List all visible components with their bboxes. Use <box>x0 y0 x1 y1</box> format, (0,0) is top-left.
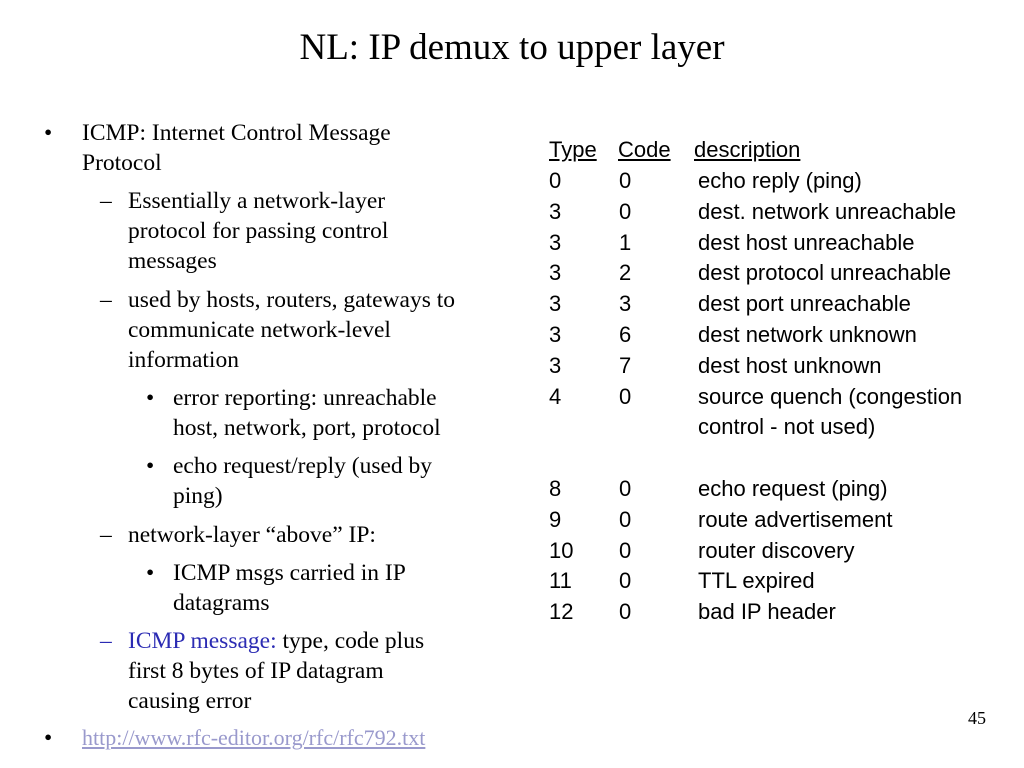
table-cell-type: 9 <box>549 507 562 532</box>
bullet-dash: – <box>100 287 112 313</box>
table-cell-code: 0 <box>619 199 632 224</box>
table-cell-description: dest protocol unreachable <box>698 260 952 285</box>
subsub-error-line2: host, network, port, protocol <box>173 415 441 441</box>
table-cell-code: 0 <box>619 476 632 501</box>
table-cell-description: route advertisement <box>698 507 893 532</box>
sub-above-ip: network-layer “above” IP: <box>128 522 376 548</box>
bullet-dot: • <box>44 120 53 146</box>
icmp-message-label: ICMP message: <box>128 628 277 654</box>
table-cell-description: source quench (congestion <box>698 384 963 409</box>
table-cell-type: 3 <box>549 260 562 285</box>
bullet-dot: • <box>146 560 155 586</box>
bullet-dot: • <box>146 385 155 411</box>
table-cell-description: dest host unknown <box>698 353 882 378</box>
table-cell-description: echo request (ping) <box>698 476 888 501</box>
subsub-error-line1: error reporting: unreachable <box>173 385 437 411</box>
table-cell-code: 6 <box>619 322 632 347</box>
table-cell-description: dest host unreachable <box>698 230 915 255</box>
sub-icmp-message-line2: first 8 bytes of IP datagram <box>128 658 384 684</box>
table-cell-code: 0 <box>619 568 632 593</box>
sub-usedby-line2: communicate network-level <box>128 317 391 343</box>
table-cell-code: 0 <box>619 384 632 409</box>
subsub-echo-line1: echo request/reply (used by <box>173 453 433 479</box>
table-cell-description: echo reply (ping) <box>698 168 862 193</box>
table-cell-type: 8 <box>549 476 562 501</box>
table-cell-description: bad IP header <box>698 599 836 624</box>
table-header-code: Code <box>618 137 671 162</box>
sub-icmp-message-line3: causing error <box>128 688 252 714</box>
table-header-type: Type <box>549 137 597 162</box>
table-header-description: description <box>694 137 801 162</box>
table-cell-type: 3 <box>549 291 562 316</box>
sub-icmp-message-line1 <box>128 626 424 656</box>
table-cell-code: 2 <box>619 260 632 285</box>
table-cell-code: 1 <box>619 230 632 255</box>
table-cell-description: router discovery <box>698 538 855 563</box>
table-cell-code: 0 <box>619 538 632 563</box>
table-cell-type: 11 <box>549 568 572 593</box>
sub-essentially-line3: messages <box>128 248 217 274</box>
table-cell-type: 4 <box>549 384 562 409</box>
bullet-dash: – <box>100 628 112 654</box>
table-cell-description: dest network unknown <box>698 322 917 347</box>
sub-usedby-line3: information <box>128 347 239 373</box>
subsub-msgs-line2: datagrams <box>173 590 270 616</box>
page-number: 45 <box>968 708 986 728</box>
table-cell-type: 12 <box>549 599 574 624</box>
table-cell-code: 0 <box>619 507 632 532</box>
table-cell-description: control - not used) <box>698 414 876 439</box>
slide-title: NL: IP demux to upper layer <box>299 27 725 68</box>
table-cell-code: 3 <box>619 291 632 316</box>
table-cell-code: 0 <box>619 168 632 193</box>
table-cell-description: dest port unreachable <box>698 291 911 316</box>
sub-usedby-line1: used by hosts, routers, gateways to <box>128 287 455 313</box>
bullet-icmp-line2: Protocol <box>82 150 162 176</box>
table-cell-code: 0 <box>619 599 632 624</box>
subsub-echo-line2: ping) <box>173 483 223 509</box>
bullet-dash: – <box>100 522 112 548</box>
bullet-dot: • <box>44 725 53 751</box>
sub-essentially-line1: Essentially a network-layer <box>128 188 386 214</box>
table-cell-code: 7 <box>619 353 632 378</box>
rfc-link[interactable]: http://www.rfc-editor.org/rfc/rfc792.txt <box>82 725 426 750</box>
table-cell-type: 3 <box>549 230 562 255</box>
subsub-msgs-line1: ICMP msgs carried in IP <box>173 560 406 586</box>
bullet-icmp-line1: ICMP: Internet Control Message <box>82 120 391 146</box>
bullet-dot: • <box>146 453 155 479</box>
table-cell-type: 0 <box>549 168 562 193</box>
icmp-message-rest: type, code plus <box>276 628 425 654</box>
table-cell-type: 3 <box>549 353 562 378</box>
table-cell-type: 3 <box>549 199 562 224</box>
sub-essentially-line2: protocol for passing control <box>128 218 389 244</box>
table-cell-description: TTL expired <box>698 568 815 593</box>
table-cell-type: 10 <box>549 538 574 563</box>
bullet-dash: – <box>100 188 112 214</box>
table-cell-type: 3 <box>549 322 562 347</box>
table-cell-description: dest. network unreachable <box>698 199 957 224</box>
